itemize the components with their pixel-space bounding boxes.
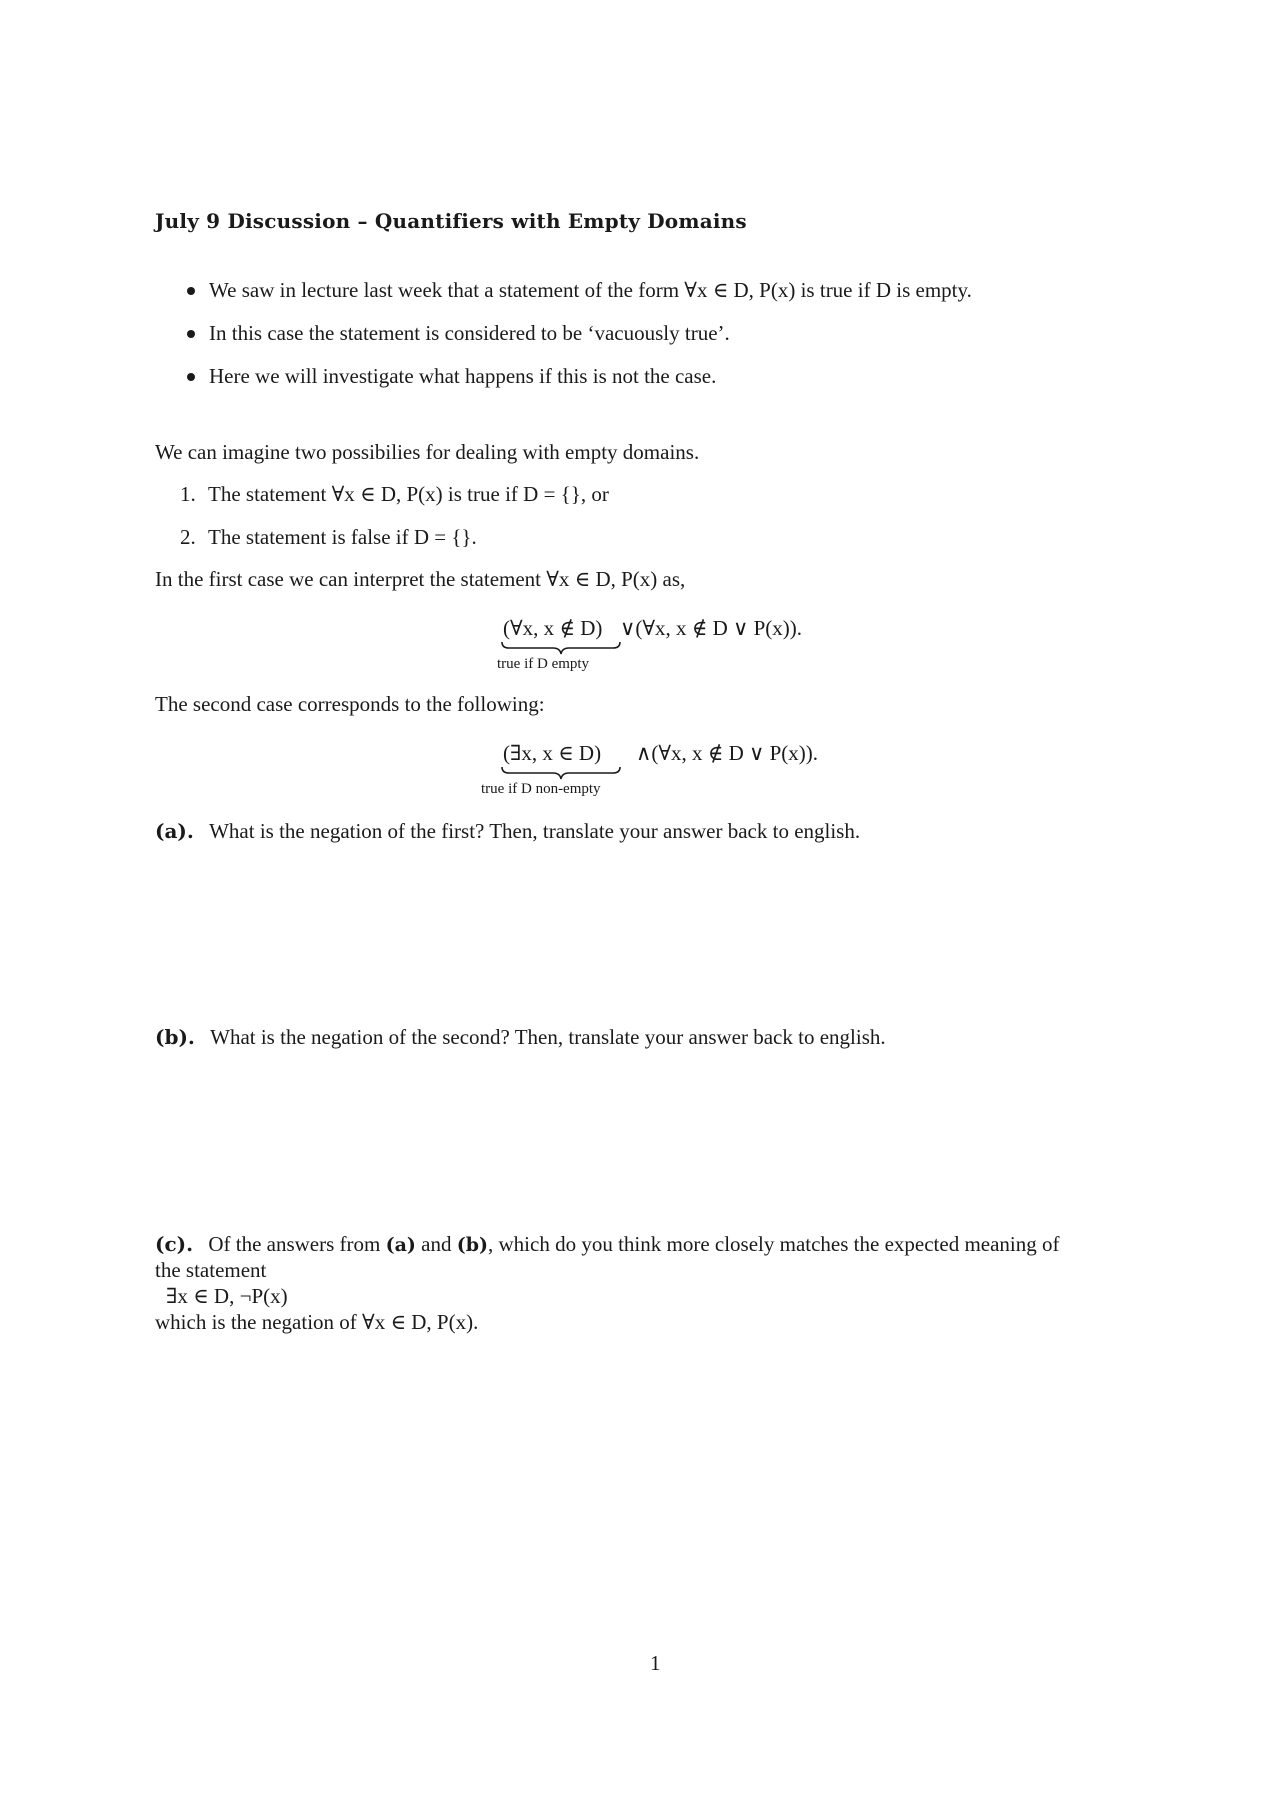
bullet-item (185, 278, 972, 321)
option-number: 1. (180, 482, 196, 506)
question-c (155, 1232, 1060, 1257)
question-a (155, 819, 860, 844)
bullet-text: In this case the statement is considered to be ‘vacuously true’. (209, 321, 730, 345)
question-b-text: What is the negation of the second? Then, translate your answer back to english. (210, 1025, 886, 1049)
question-c-formula: ∃x ∈ D, ¬P(x) (166, 1284, 288, 1308)
option-item (180, 525, 477, 550)
question-a-label: (a). (155, 819, 194, 843)
bullet-dot-icon (187, 373, 195, 381)
option-item (180, 482, 609, 507)
question-c-ref-a: (a) (385, 1234, 416, 1256)
second-formula-rest: ∧(∀x, x ∉ D ∨ P(x)). (636, 741, 819, 765)
bullet-text: Here we will investigate what happens if this is not the case. (209, 364, 717, 388)
bullet-item (185, 321, 972, 364)
first-formula-braced-part: (∀x, x ∉ D) (503, 616, 603, 640)
option-text: The statement ∀x ∈ D, P(x) is true if D = {}, or (208, 482, 609, 506)
question-c-text-after: , which do you think more closely matches the expected meaning of (488, 1232, 1060, 1256)
second-case-paragraph: The second case corresponds to the following: (155, 692, 545, 716)
question-b (155, 1025, 886, 1050)
question-c-text-before: Of the answers from (208, 1232, 381, 1256)
first-case-paragraph: In the first case we can interpret the statement ∀x ∈ D, P(x) as, (155, 567, 686, 591)
underbrace-icon (501, 766, 621, 780)
question-b-label: (b). (155, 1025, 195, 1049)
question-c-label: (c). (155, 1232, 194, 1256)
question-c-line2: the statement (155, 1258, 267, 1282)
option-number: 2. (180, 525, 196, 549)
second-brace-label: true if D non-empty (481, 781, 601, 797)
intro-paragraph: We can imagine two possibilies for dealing with empty domains. (155, 440, 700, 464)
bullet-dot-icon (187, 287, 195, 295)
bullet-dot-icon (187, 330, 195, 338)
option-text: The statement is false if D = {}. (208, 525, 477, 549)
question-c-and: and (421, 1232, 452, 1256)
question-c-ref-b: (b) (456, 1234, 488, 1256)
bullet-text: We saw in lecture last week that a statement of the form ∀x ∈ D, P(x) is true if D is empty. (209, 278, 972, 302)
first-formula-rest: ∨(∀x, x ∉ D ∨ P(x)). (620, 616, 803, 640)
first-brace-label: true if D empty (497, 656, 590, 672)
bullet-item (185, 364, 972, 407)
second-formula-braced-part: (∃x, x ∈ D) (503, 741, 602, 765)
question-a-text: What is the negation of the first? Then, translate your answer back to english. (209, 819, 861, 843)
underbrace-icon (501, 641, 621, 655)
intro-bullet-list (185, 278, 972, 407)
page-title: July 9 Discussion – Quantifiers with Empty Domains (155, 209, 747, 233)
page-number: 1 (650, 1651, 661, 1675)
question-c-line4: which is the negation of ∀x ∈ D, P(x). (155, 1310, 479, 1334)
